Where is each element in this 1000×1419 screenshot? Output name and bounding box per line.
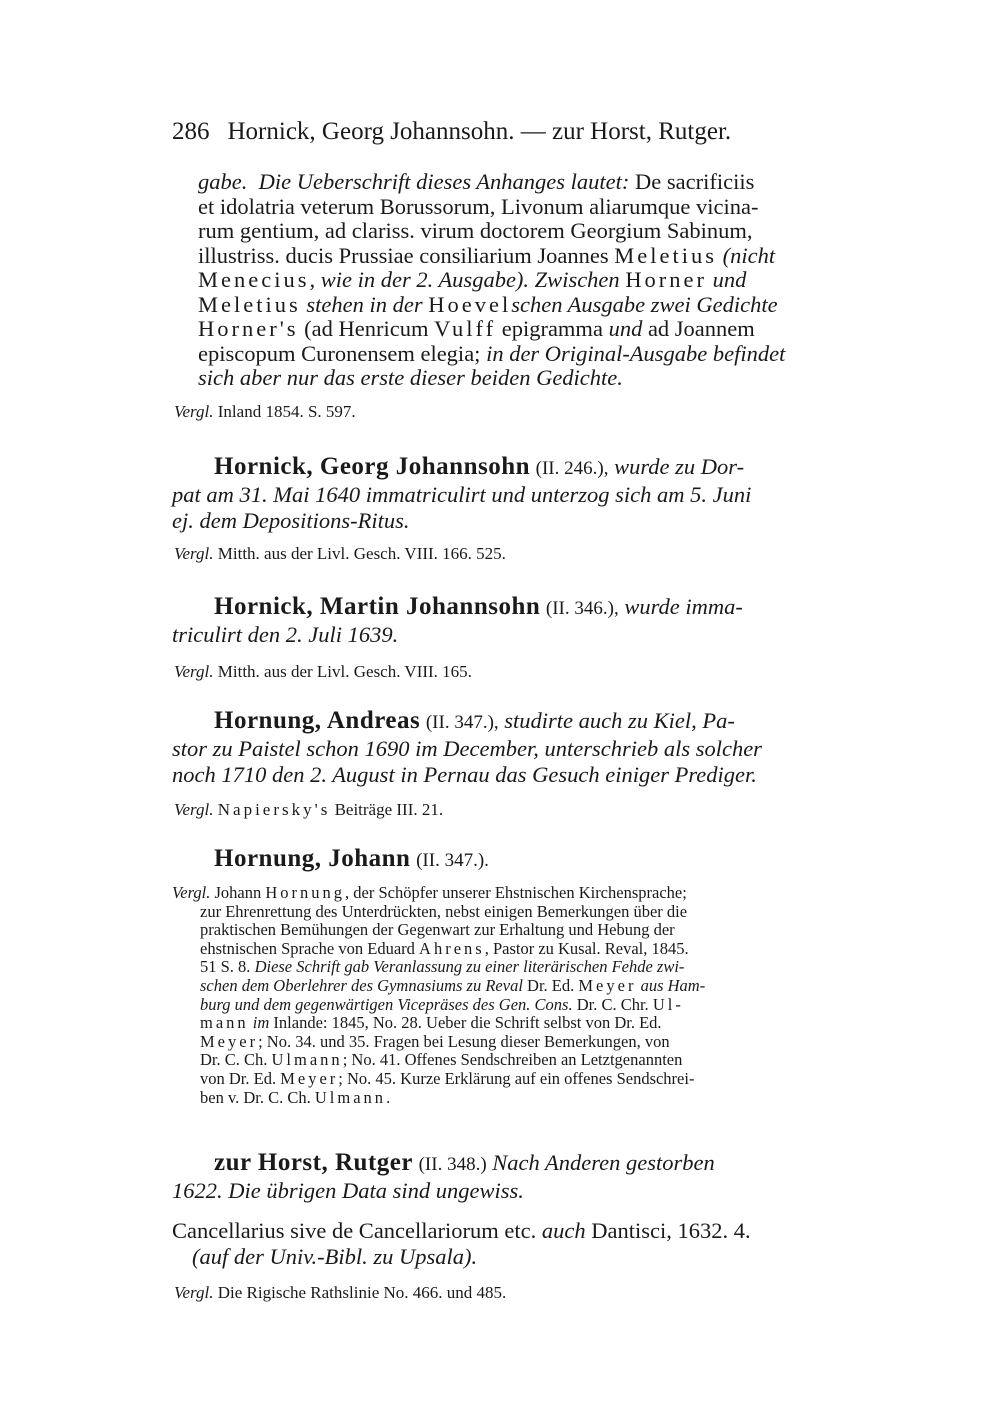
text-line: (auf der Univ.-Bibl. zu Upsala). <box>192 1244 478 1269</box>
running-head <box>172 118 731 146</box>
reference-line: Vergl. Die Rigische Rathslinie No. 466. und 485. <box>174 1283 507 1302</box>
text-line: triculirt den 2. Juli 1639. <box>172 622 399 647</box>
text-line: von Dr. Ed. Meyer; No. 45. Kurze Erklärung auf ein offenes Sendschrei- <box>200 1068 695 1088</box>
entry-hornung-johann: Hornung, Johann (II. 347.). <box>214 845 489 872</box>
continuation-paragraph <box>198 170 834 391</box>
headword: Hornung, Johann <box>214 845 411 872</box>
text-line: ej. dem Depositions-Ritus. <box>172 508 410 533</box>
headword: zur Horst, Rutger <box>214 1149 413 1176</box>
entry-hornung-andreas <box>172 708 832 788</box>
text-line: zur Horst, Rutger (II. 348.) Nach Anderen gestorben <box>214 1149 715 1176</box>
text-line: praktischen Bemühungen der Gegenwart zur Erhaltung und Hebung der <box>200 920 675 940</box>
text-line: episcopum Curonensem elegia; in der Original-Ausgabe befindet <box>198 340 786 366</box>
entry-zur-horst <box>172 1150 832 1204</box>
text-line: burg und dem gegenwärtigen Vicepräses des Gen. Cons. Dr. C. Chr. Ul- <box>200 994 684 1014</box>
text-line: Vergl. Johann Hornung, der Schöpfer unserer Ehstnischen Kirchensprache; <box>172 883 687 902</box>
text-line: Menecius, wie in der 2. Ausgabe). Zwischen Horner und <box>198 267 747 292</box>
text-line: stor zu Paistel schon 1690 im December, unterschrieb als solcher <box>172 736 762 761</box>
text-line: pat am 31. Mai 1640 immatriculirt und unterzog sich am 5. Juni <box>172 482 752 507</box>
text-line: illustriss. ducis Prussiae consiliarium Joannes Meletius (nicht <box>198 242 776 268</box>
text-line: 51 S. 8. Diese Schrift gab Veranlassung zu einer literärischen Fehde zwi- <box>200 957 685 977</box>
headword: Hornick, Georg Johannsohn <box>214 453 531 480</box>
reference-line: Vergl. Inland 1854. S. 597. <box>174 402 356 421</box>
text-line: Hornung, Andreas (II. 347.), studirte auch zu Kiel, Pa- <box>214 707 735 734</box>
reference-line: Vergl. Mitth. aus der Livl. Gesch. VIII. 165. <box>174 662 472 681</box>
text-line: Meletius stehen in der Hoevelschen Ausgabe zwei Gedichte <box>198 291 778 317</box>
text-line: Cancellarius sive de Cancellariorum etc. auch Dantisci, 1632. 4. <box>172 1218 751 1243</box>
text-line: rum gentium, ad clariss. virum doctorem Georgium Sabinum, <box>198 218 753 243</box>
text-line: Meyer; No. 34. und 35. Fragen bei Lesung dieser Bemerkungen, von <box>200 1031 670 1051</box>
text-line: ehstnischen Sprache von Eduard Ahrens, Pastor zu Kusal. Reval, 1845. <box>200 938 689 958</box>
text-line: Hornick, Martin Johannsohn (II. 346.), wurde imma- <box>214 593 743 620</box>
text-line: Dr. C. Ch. Ulmann; No. 41. Offenes Sendschreiben an Letztgenannten <box>200 1050 683 1070</box>
text-line: noch 1710 den 2. August in Pernau das Gesuch einiger Prediger. <box>172 762 757 787</box>
entry-hornick-martin <box>172 594 832 648</box>
text-line: mann im Inlande: 1845, No. 28. Ueber die Schrift selbst von Dr. Ed. <box>200 1013 662 1033</box>
reference-line: Vergl. Napiersky's Beiträge III. 21. <box>174 800 444 819</box>
headword: Hornick, Martin Johannsohn <box>214 593 541 620</box>
text-line: 1622. Die übrigen Data sind ungewiss. <box>172 1178 524 1203</box>
text-line: gabe. Die Ueberschrift dieses Anhanges lautet: De sacrificiis <box>198 169 755 194</box>
text-line: sich aber nur das erste dieser beiden Gedichte. <box>198 365 623 390</box>
text-line: et idolatria veterum Borussorum, Livonum aliarumque vicina- <box>198 193 759 219</box>
text-line: Horner's (ad Henricum Vulff epigramma und ad Joannem <box>198 316 755 341</box>
headword: Hornung, Andreas <box>214 707 421 734</box>
text-line: schen dem Oberlehrer des Gymnasiums zu Reval Dr. Ed. Meyer aus Ham- <box>200 975 706 995</box>
entry-hornick-georg <box>172 454 832 534</box>
page-title: Hornick, Georg Johannsohn. — zur Horst, Rutger. <box>227 118 732 145</box>
text-line: ben v. Dr. C. Ch. Ulmann. <box>200 1087 391 1107</box>
publication-note <box>172 1218 832 1270</box>
reference-note <box>172 884 828 1107</box>
page-number: 286 <box>172 118 210 145</box>
text-line: zur Ehrenrettung des Unterdrückten, nebst einigen Bemerkungen über die <box>200 901 688 921</box>
reference-line: Vergl. Mitth. aus der Livl. Gesch. VIII. 166. 525. <box>174 544 506 563</box>
text-line: Hornick, Georg Johannsohn (II. 246.), wurde zu Dor- <box>214 453 745 480</box>
